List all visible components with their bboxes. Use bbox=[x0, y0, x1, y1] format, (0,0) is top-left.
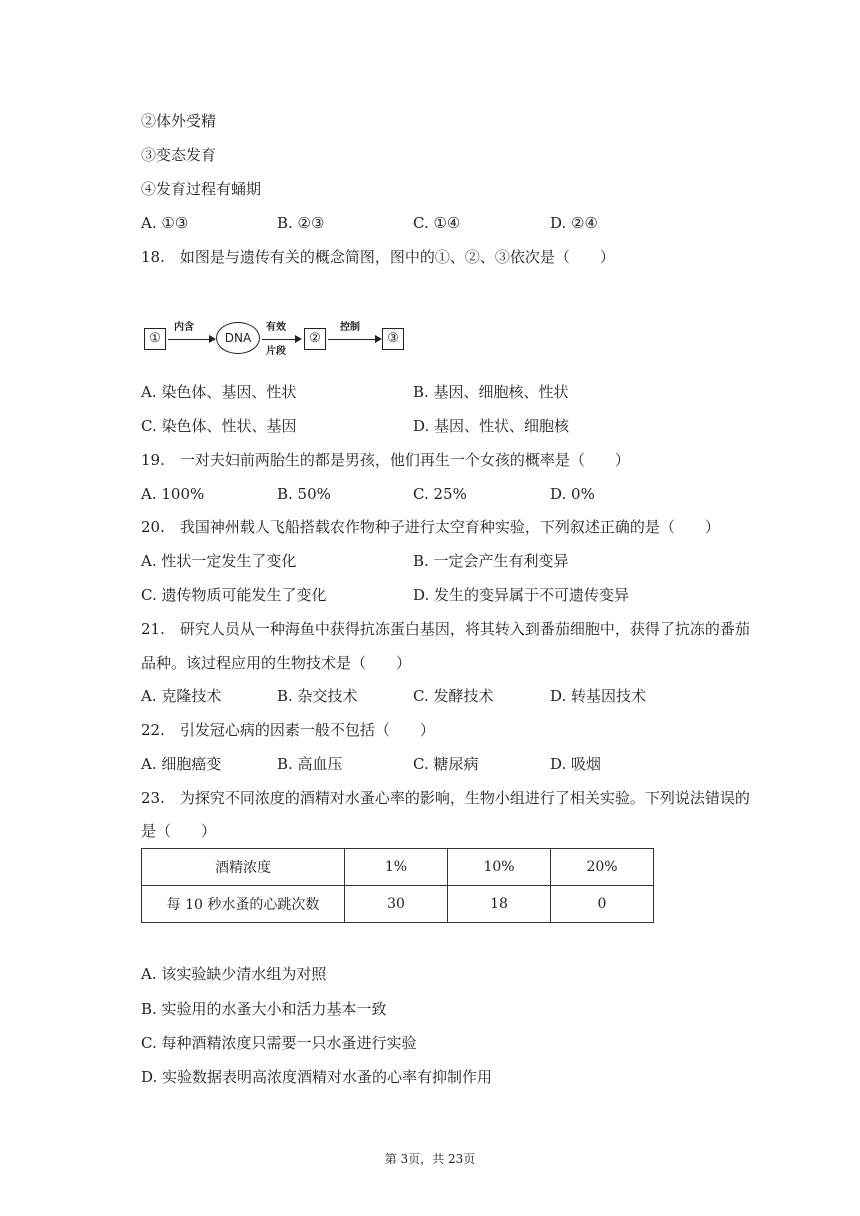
genetics-concept-diagram bbox=[142, 320, 412, 362]
q22-stem: 22. 引发冠心病的因素一般不包括（ ） bbox=[141, 721, 435, 739]
q18-stem: 18. 如图是与遗传有关的概念简图，图中的①、②、③依次是（ ） bbox=[141, 248, 615, 266]
q20-option-c: C. 遗传物质可能发生了变化 bbox=[141, 586, 327, 604]
q18-option-d: D. 基因、性状、细胞核 bbox=[413, 417, 570, 435]
q23-stem-line2: 是（ ） bbox=[141, 822, 217, 840]
diagram-arrow-1 bbox=[168, 339, 214, 340]
table-row bbox=[142, 886, 654, 923]
table-header-row bbox=[142, 849, 654, 886]
q20-option-a: A. 性状一定发生了变化 bbox=[141, 552, 297, 570]
diagram-label-contains: 内含 bbox=[174, 322, 194, 333]
q17-item-3: ③变态发育 bbox=[141, 146, 217, 164]
q23-stem-line1: 23. 为探究不同浓度的酒精对水蚤心率的影响，生物小组进行了相关实验。下列说法错误的 bbox=[141, 789, 750, 807]
q17-option-b: B. ②③ bbox=[277, 214, 325, 232]
alcohol-heart-rate-table bbox=[141, 848, 654, 923]
diagram-label-effective: 有效 bbox=[266, 322, 286, 333]
q23-option-c: C. 每种酒精浓度只需要一只水蚤进行实验 bbox=[141, 1034, 417, 1052]
q21-option-d: D. 转基因技术 bbox=[550, 687, 647, 705]
table-cell: 每 10 秒水蚤的心跳次数 bbox=[142, 886, 345, 923]
diagram-box-3: ③ bbox=[382, 328, 404, 350]
diagram-dna-circle: DNA bbox=[216, 322, 260, 354]
q23-option-d: D. 实验数据表明高浓度酒精对水蚤的心率有抑制作用 bbox=[141, 1068, 493, 1086]
q23-option-a: A. 该实验缺少清水组为对照 bbox=[141, 965, 327, 983]
diagram-label-segment: 片段 bbox=[266, 346, 286, 357]
table-cell: 30 bbox=[345, 886, 448, 923]
diagram-box-1: ① bbox=[144, 328, 166, 350]
diagram-box-2: ② bbox=[304, 328, 326, 350]
q19-option-a: A. 100% bbox=[141, 485, 205, 503]
table-cell: 0 bbox=[551, 886, 654, 923]
q21-option-b: B. 杂交技术 bbox=[277, 687, 358, 705]
q20-option-d: D. 发生的变异属于不可遗传变异 bbox=[413, 586, 630, 604]
q17-option-d: D. ②④ bbox=[550, 214, 598, 232]
q22-option-b: B. 高血压 bbox=[277, 755, 343, 773]
q21-option-a: A. 克隆技术 bbox=[141, 687, 222, 705]
q22-option-a: A. 细胞癌变 bbox=[141, 755, 222, 773]
q17-item-4: ④发育过程有蛹期 bbox=[141, 180, 262, 198]
table-header-cell: 20% bbox=[551, 849, 654, 886]
table-header-cell: 10% bbox=[448, 849, 551, 886]
q18-option-a: A. 染色体、基因、性状 bbox=[141, 383, 297, 401]
diagram-arrow-2 bbox=[262, 339, 300, 340]
diagram-label-control: 控制 bbox=[340, 322, 360, 333]
q19-stem: 19. 一对夫妇前两胎生的都是男孩，他们再生一个女孩的概率是（ ） bbox=[141, 451, 630, 469]
q19-option-b: B. 50% bbox=[277, 485, 331, 503]
table-cell: 18 bbox=[448, 886, 551, 923]
q18-option-c: C. 染色体、性状、基因 bbox=[141, 417, 297, 435]
q21-stem-line1: 21. 研究人员从一种海鱼中获得抗冻蛋白基因，将其转入到番茄细胞中，获得了抗冻的番茄 bbox=[141, 620, 750, 638]
q22-option-c: C. 糖尿病 bbox=[413, 755, 479, 773]
q19-option-c: C. 25% bbox=[413, 485, 467, 503]
q21-option-c: C. 发酵技术 bbox=[413, 687, 494, 705]
q17-item-2: ②体外受精 bbox=[141, 112, 217, 130]
q20-option-b: B. 一定会产生有利变异 bbox=[413, 552, 569, 570]
q19-option-d: D. 0% bbox=[550, 485, 595, 503]
q18-option-b: B. 基因、细胞核、性状 bbox=[413, 383, 569, 401]
q22-option-d: D. 吸烟 bbox=[550, 755, 602, 773]
table-header-cell: 1% bbox=[345, 849, 448, 886]
page-footer: 第 3页，共 23页 bbox=[384, 1152, 476, 1166]
table-header-cell: 酒精浓度 bbox=[142, 849, 345, 886]
q17-option-c: C. ①④ bbox=[413, 214, 461, 232]
q21-stem-line2: 品种。该过程应用的生物技术是（ ） bbox=[141, 654, 412, 672]
q23-option-b: B. 实验用的水蚤大小和活力基本一致 bbox=[141, 1000, 387, 1018]
q17-option-a: A. ①③ bbox=[141, 214, 189, 232]
diagram-arrow-3 bbox=[328, 339, 380, 340]
q20-stem: 20. 我国神州载人飞船搭载农作物种子进行太空育种实验，下列叙述正确的是（ ） bbox=[141, 518, 720, 536]
